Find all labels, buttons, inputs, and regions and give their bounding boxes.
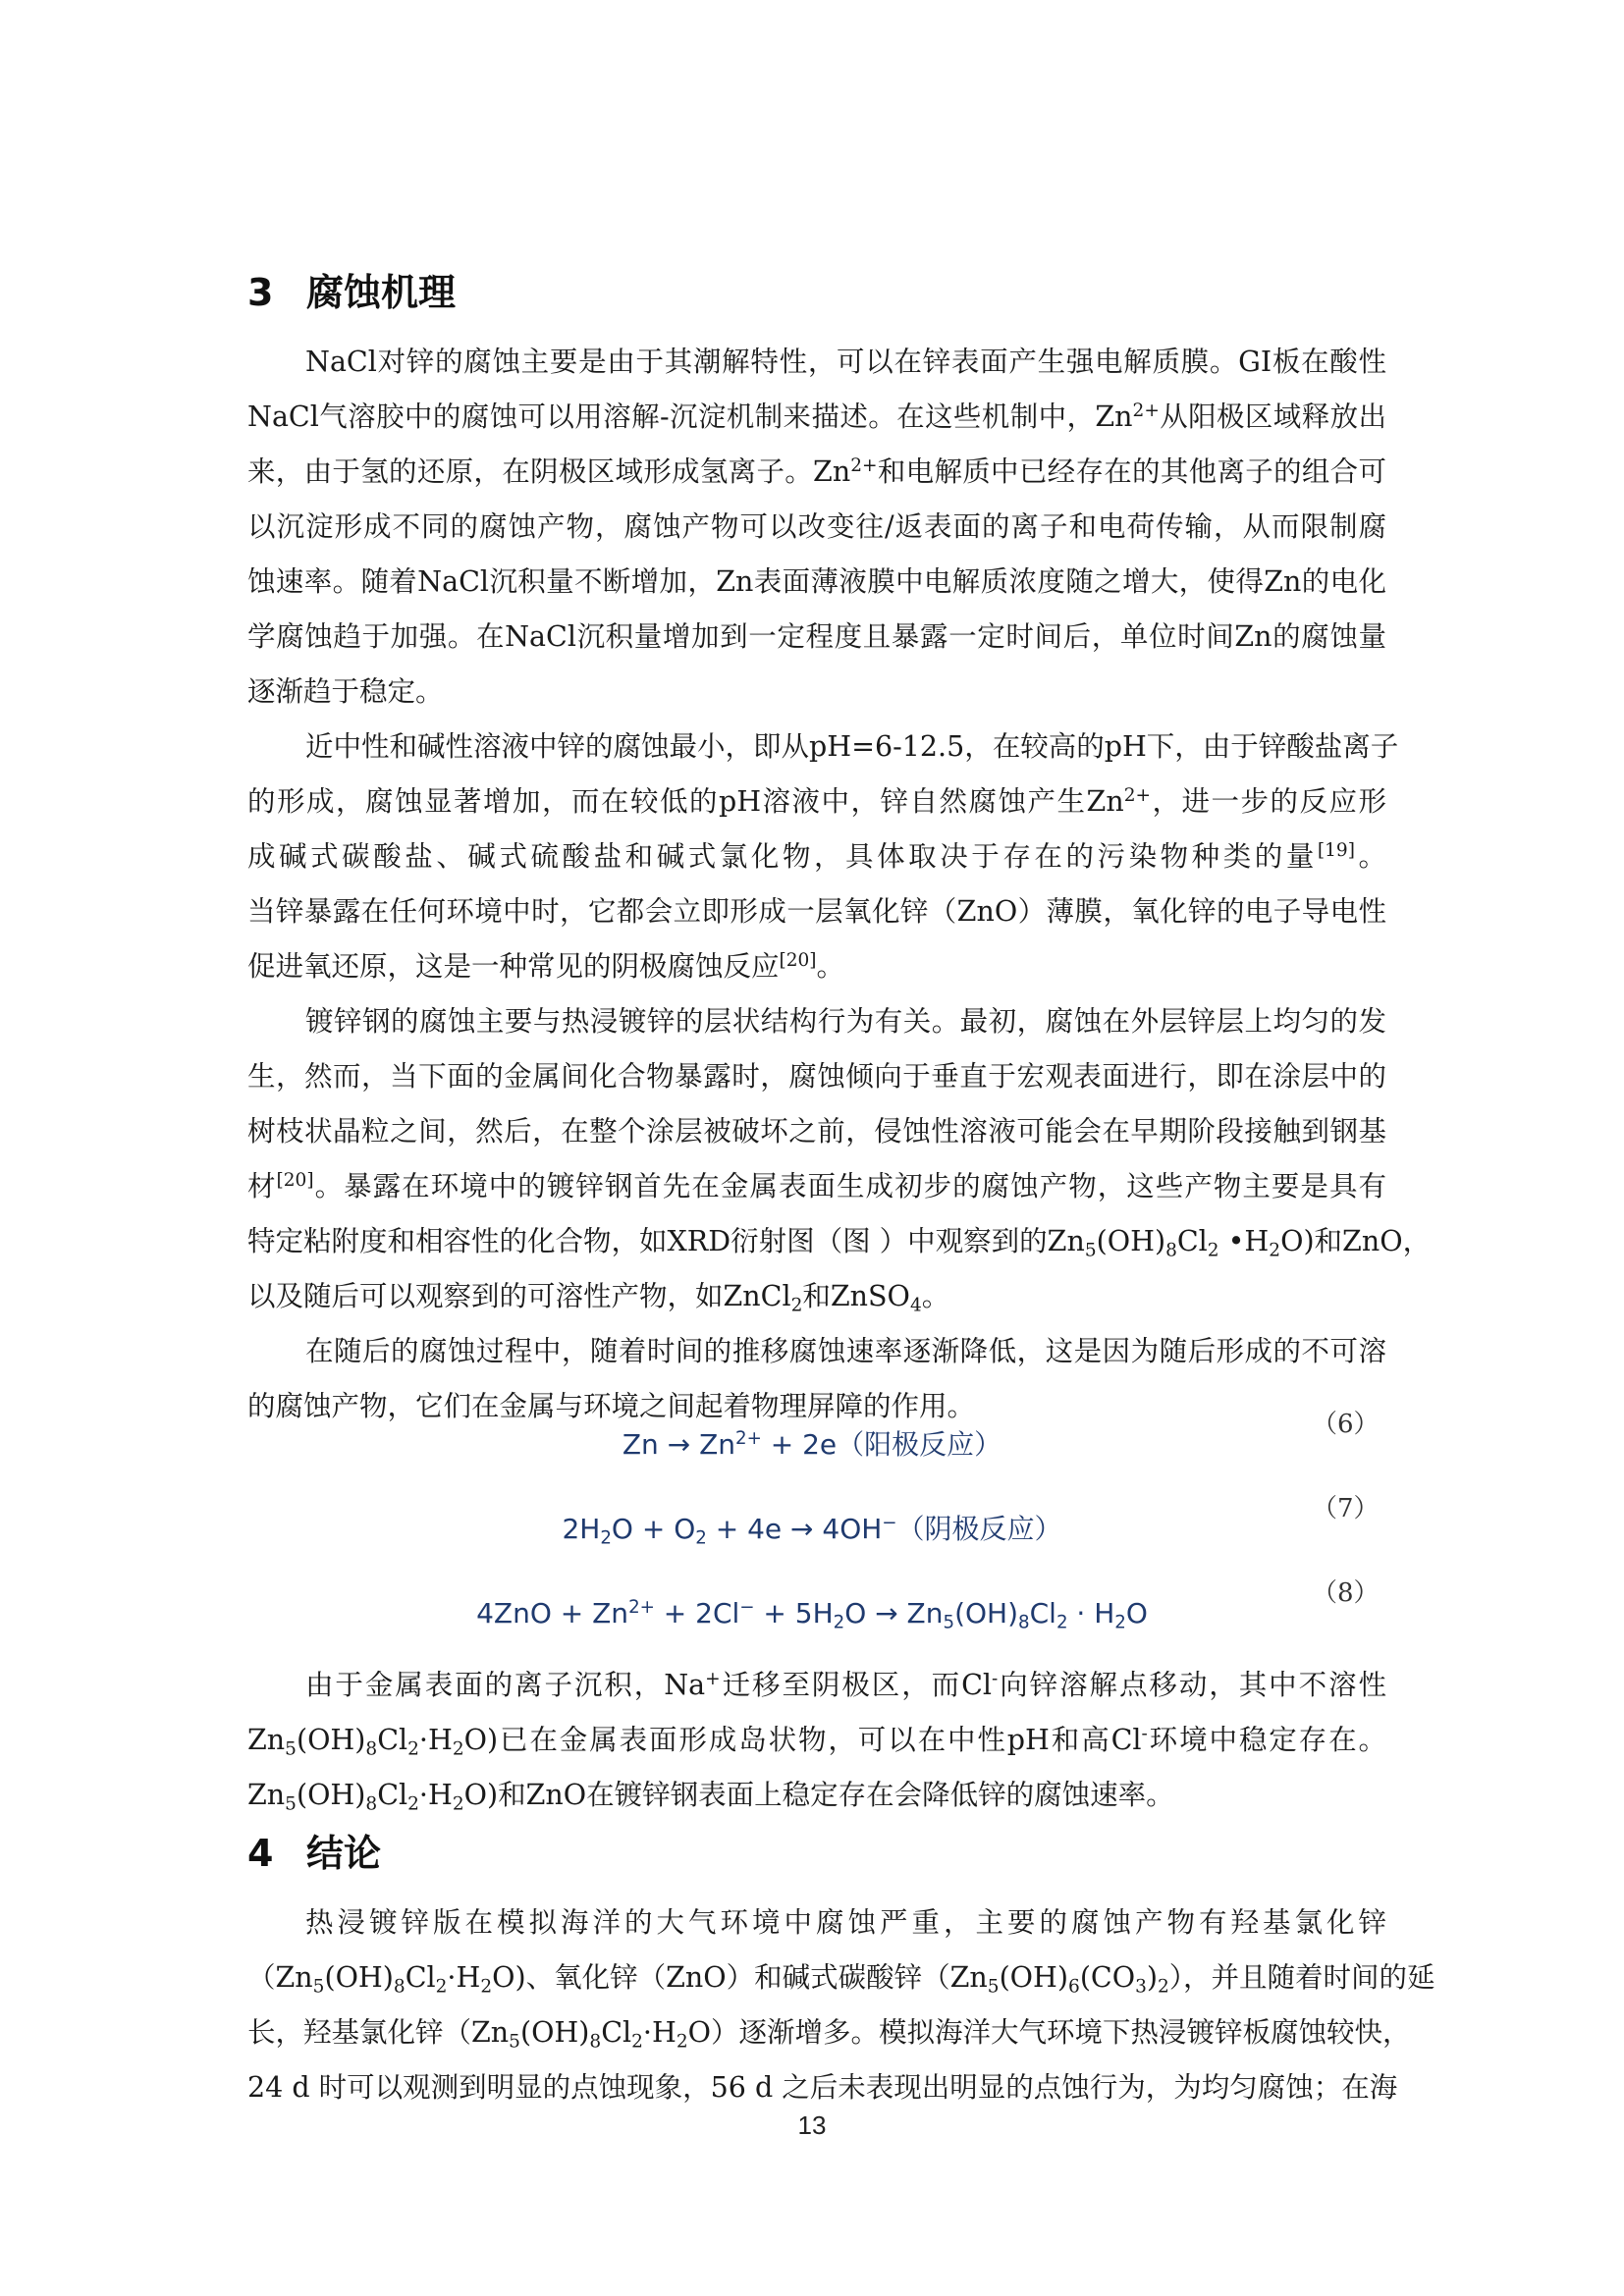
section-3-heading (247, 271, 456, 314)
paragraph-line: 来，由于氢的还原，在阴极区域形成氢离子。$Zn^{2+}$和电解质中已经存在的其他离子的组合可 (247, 454, 1386, 488)
equation-number: （7） (1312, 1494, 1380, 1523)
paragraph-line: 近中性和碱性溶液中锌的腐蚀最小，即从pH=6-12.5，在较高的pH下，由于锌酸盐离子 (305, 730, 1399, 763)
paragraph-line: 由于金属表面的离子沉积，Na+迁移至阴极区，而Cl-向锌溶解点移动，其中不溶性 (305, 1668, 1386, 1701)
paragraph-line: 生，然而，当下面的金属间化合物暴露时，腐蚀倾向于垂直于宏观表面进行，即在涂层中的 (247, 1060, 1386, 1093)
paragraph-line: NaCl气溶胶中的腐蚀可以用溶解-沉淀机制来描述。在这些机制中，$Zn^{2+}$从阳极区域释放出 (247, 400, 1386, 433)
paragraph-line: 热浸镀锌版在模拟海洋的大气环境中腐蚀严重，主要的腐蚀产物有羟基氯化锌 (305, 1906, 1386, 1939)
page-number: 13 (797, 2110, 827, 2140)
section-title: 腐蚀机理 (306, 271, 457, 314)
paragraph-line: 逐渐趋于稳定。 (247, 675, 444, 708)
paragraph-line: 学腐蚀趋于加强。在NaCl沉积量增加到一定程度且暴露一定时间后，单位时间Zn的腐蚀量 (247, 620, 1386, 653)
citation: [19] (1317, 839, 1355, 861)
section-4-heading (247, 1832, 381, 1875)
paragraph-line: 促进氧还原，这是一种常见的阴极腐蚀反应[20]。 (247, 949, 845, 983)
equation-7: $2H_2O + O_2 + 4e \to 4OH^-$（阴极反应） (562, 1513, 1062, 1549)
paragraph-line: 以及随后可以观察到的可溶性产物，如ZnCl$_2$和ZnSO$_4$。 (247, 1280, 950, 1316)
section-number: 3 (247, 271, 274, 314)
paragraph-line: 蚀速率。随着NaCl沉积量不断增加，Zn表面薄液膜中电解质浓度随之增大，使得Zn的电化 (247, 565, 1386, 598)
paragraph-line: 树枝状晶粒之间，然后，在整个涂层被破坏之前，侵蚀性溶液可能会在早期阶段接触到钢基 (247, 1115, 1386, 1148)
equation-6: $Zn \to Zn^{2+} + 2e$（阳极反应） (622, 1428, 1002, 1461)
equation-number: （6） (1312, 1410, 1380, 1439)
paragraph-line: 镀锌钢的腐蚀主要与热浸镀锌的层状结构行为有关。最初，腐蚀在外层锌层上均匀的发 (305, 1005, 1386, 1038)
paragraph-line: 当锌暴露在任何环境中时，它都会立即形成一层氧化锌（ZnO）薄膜，氧化锌的电子导电性 (247, 895, 1386, 928)
paragraph-line: $Zn_5(OH)_8Cl_2\cdot H_2O$)和ZnO在镀锌钢表面上稳定存在会降低锌的腐蚀速率。 (247, 1779, 1174, 1815)
equation-number: （8） (1312, 1578, 1380, 1608)
paragraph-line: 24 d 时可以观测到明显的点蚀现象，56 d 之后未表现出明显的点蚀行为，为均匀腐蚀；在海 (247, 2071, 1398, 2104)
paragraph-line: 材[20]。暴露在环境中的镀锌钢首先在金属表面生成初步的腐蚀产物，这些产物主要是具有 (247, 1169, 1386, 1202)
paragraph-line: 在随后的腐蚀过程中，随着时间的推移腐蚀速率逐渐降低，这是因为随后形成的不可溶 (305, 1335, 1386, 1367)
paragraph-line: 以沉淀形成不同的腐蚀产物，腐蚀产物可以改变往/返表面的离子和电荷传输，从而限制腐 (247, 510, 1386, 543)
section-title: 结论 (306, 1832, 382, 1875)
citation: [20] (276, 1169, 314, 1191)
paragraph-line: 的形成，腐蚀显著增加，而在较低的pH溶液中，锌自然腐蚀产生$Zn^{2+}$，进一步的反应形 (247, 784, 1386, 818)
paragraph-line: $(Zn_5(OH)_8Cl_2\cdot H_2O)$、氧化锌（ZnO）和碱式碳酸锌$(Zn_5(OH)_6(CO_3)_2)$，并且随着时间的延 (247, 1961, 1435, 1998)
section-number: 4 (247, 1832, 274, 1875)
paragraph-line: $Zn_5(OH)_8Cl_2\cdot H_2O$)已在金属表面形成岛状物，可以在中性pH和高Cl-环境中稳定存在。 (247, 1723, 1386, 1760)
citation: [20] (779, 949, 817, 971)
paragraph-line: NaCl对锌的腐蚀主要是由于其潮解特性，可以在锌表面产生强电解质膜。GI板在酸性 (305, 346, 1386, 378)
paragraph-line: 长，羟基氯化锌$(Zn_5(OH)_8Cl_2\cdot H_2O)$逐渐增多。模拟海洋大气环境下热浸镀锌板腐蚀较快， (247, 2016, 1411, 2053)
paragraph-line: 成碱式碳酸盐、碱式硫酸盐和碱式氯化物，具体取决于存在的污染物种类的量[19]。 (247, 839, 1386, 873)
paragraph-line: 特定粘附度和相容性的化合物，如XRD衍射图（图 ）中观察到的$Zn_5(OH)_8Cl_2$ $•H_2O$)和ZnO， (247, 1225, 1432, 1261)
equation-8: $4ZnO + Zn^{2+} + 2Cl^- + 5H_2O \to Zn_5(OH)_8Cl_2 \cdot H_2O$ (476, 1597, 1148, 1633)
paragraph-line: 的腐蚀产物，它们在金属与环境之间起着物理屏障的作用。 (247, 1390, 976, 1422)
